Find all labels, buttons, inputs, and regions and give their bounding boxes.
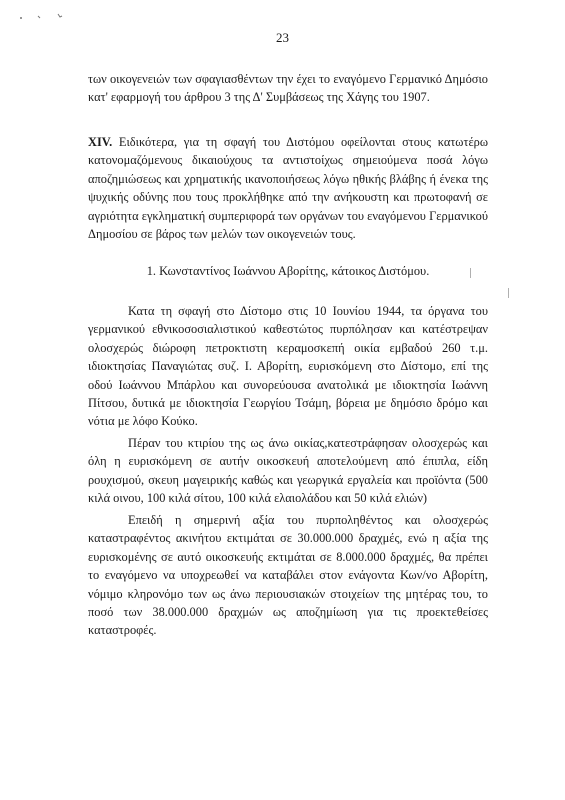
section-text: Ειδικότερα, για τη σφαγή του Διστόμου οφείλονται στους κατωτέρω κατονομαζόμενους δικαιούχους τα αντιστοίχως σημειούμενα ποσά λόγω αποζημιώσεως και χρηματικής ικανοποιήσεως λόγω ηθικής βλάβης ή ένεκα της ψυχικής οδύνης που τους προκλήθηκε από την ανήκουστη και πρωτοφανή σε αγριότητα εγκληματική συμπεριφορά των οργάνων του εναγόμενου Γερμανικού Δημοσίου σε βάρος των μελών των οικογενειών τους.	[88, 135, 488, 242]
paragraph-household: Πέραν του κτιρίου της ως άνω οικίας,κατεστράφησαν ολοσχερώς και όλη η ευρισκόμενη σε αυτήν οικοσκευή αποτελούμενη από έπιπλα, είδη ρουχισμού, σκευη μαγειρικής καθώς και γεωργικά εργαλεία και προϊόντα (500 κιλά οινου, 100 κιλά σίτου, 100 κιλά ελαιολάδου και 50 κιλά ελιών)	[88, 436, 488, 506]
claimant-heading: 1. Κωνσταντίνος Ιωάννου Αβορίτης, κάτοικος Διστόμου.	[146, 264, 430, 278]
paragraph-intro: των οικογενειών των σφαγιασθέντων την έχει το εναγόμενο Γερμανικό Δημόσιο κατ' εφαρμογή του άρθρου 3 της Δ' Συμβάσεως της Χάγης του 1907.	[88, 72, 488, 105]
paragraph-section-xiv	[88, 133, 488, 243]
page-number: 23	[276, 30, 289, 45]
scan-marks	[18, 10, 78, 30]
paragraph-destruction: Κατα τη σφαγή στο Δίστομο στις 10 Ιουνίου 1944, τα όργανα του γερμανικού εθνικοσοσιαλιστικού καθεστώτος πυρπόλησαν και κατέστρεψαν ολοσχερώς διώροφη πετροκτιστη κεραμοσκεπή οικία εμβαδού 260 τ.μ. ιδιοκτησίας Παναγιώτας συζ. Ι. Αβορίτη, ευρισκόμενη στο Δίστομο, επί της οδού Ιωάννου Μπάρλου και συνορεύουσα ανατολικά με ιδιοκτησία Ιωάννη Πίτσου, δυτικά με ιδιοκτησία Γεωργίου Τσάμη, βόρεια με δημόσιο δρόμο και νότια με λόφο Κούκο.	[88, 304, 488, 429]
scan-mark	[470, 268, 471, 278]
paragraph-compensation: Επειδή η σημερινή αξία του πυρποληθέντος και ολοσχερώς καταστραφέντος ακινήτου εκτιμάται σε 30.000.000 δραχμές, ενώ η αξία της ευρισκομένης σε αυτό οικοσκευής εκτιμάται σε 8.000.000 δραχμές, θα πρέπει το εναγόμενο να υποχρεωθεί να καταβάλει στον ενάγοντα Κων/νο Αβορίτη, νόμιμο κληρονόμο των ως άνω περιουσιακών στοιχείων της μητέρας του, το ποσό των 38.000.000 δραχμών ως αποζημίωση για τις προεκτεθείσες καταστροφές.	[88, 513, 488, 638]
section-number: XIV.	[88, 135, 113, 149]
scan-mark	[508, 288, 509, 298]
